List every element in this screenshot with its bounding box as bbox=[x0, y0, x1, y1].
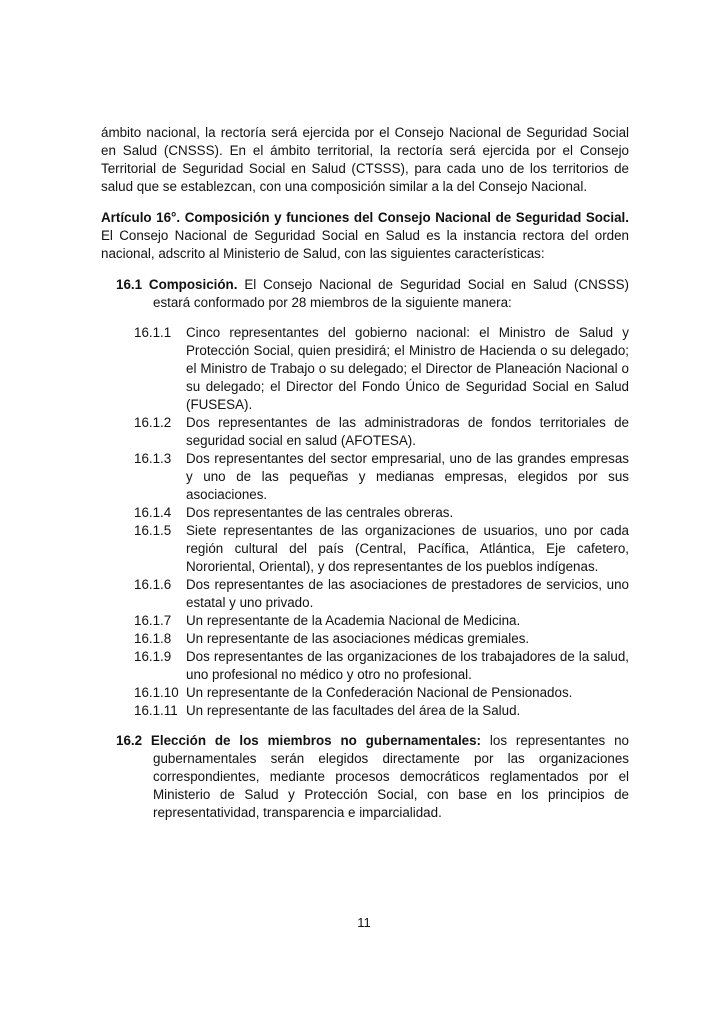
list-item bbox=[134, 522, 629, 576]
list-item bbox=[134, 324, 629, 414]
section-16-2 bbox=[116, 732, 629, 822]
list-item bbox=[134, 702, 629, 720]
list-item-text: Un representante de la Academia Nacional de Medicina. bbox=[186, 613, 521, 628]
list-item-number: 16.1.6 bbox=[134, 577, 172, 592]
list-item-number: 16.1.1 bbox=[134, 325, 172, 340]
list-item-text: Siete representantes de las organizaciones de usuarios, uno por cada región cultural del país (Central, Pacífica, Atlántica, Eje cafetero, Nororiental, Oriental), y dos representantes de los pueblos indígenas. bbox=[186, 523, 629, 574]
section-16-2-body: los representantes no gubernamentales serán elegidos directamente por las organizaciones correspondientes, mediante procesos democráticos reglamentados por el Ministerio de Salud y Protección Social, con base en los principios de representatividad, transparencia e imparcialidad. bbox=[153, 733, 629, 820]
list-item-text: Un representante de las facultades del área de la Salud. bbox=[186, 703, 521, 718]
member-list bbox=[101, 324, 629, 720]
list-item-number: 16.1.4 bbox=[134, 505, 172, 520]
list-item-text: Dos representantes del sector empresarial, uno de las grandes empresas y uno de las pequeñas y medianas empresas, elegidos por sus asociaciones. bbox=[186, 451, 629, 502]
list-item bbox=[134, 576, 629, 612]
list-item-number: 16.1.10 bbox=[134, 685, 179, 700]
intro-paragraph: ámbito nacional, la rectoría será ejercida por el Consejo Nacional de Seguridad Social en Salud (CNSSS). En el ámbito territorial, la rectoría será ejercida por el Consejo Territorial de Seguridad Social en Salud (CTSSS), para cada uno de los territorios de salud que se establezcan, con una composición similar a la del Consejo Nacional. bbox=[101, 125, 629, 194]
list-item-number: 16.1.7 bbox=[134, 613, 172, 628]
list-item bbox=[134, 414, 629, 450]
list-item-text: Un representante de la Confederación Nacional de Pensionados. bbox=[186, 685, 573, 700]
list-item bbox=[134, 450, 629, 504]
list-item bbox=[134, 612, 629, 630]
list-item bbox=[134, 504, 629, 522]
list-item-text: Dos representantes de las centrales obreras. bbox=[186, 505, 454, 520]
page-number: 11 bbox=[357, 915, 371, 930]
document-page bbox=[101, 124, 629, 822]
list-item-text: Cinco representantes del gobierno nacional: el Ministro de Salud y Protección Social, quien presidirá; el Ministro de Hacienda o su delegado; el Ministro de Trabajo o su delegado; el Director de Planeación Nacional o su delegado; el Director del Fondo Único de Seguridad Social en Salud (FUSESA). bbox=[186, 325, 629, 412]
list-item bbox=[134, 684, 629, 702]
list-item-number: 16.1.8 bbox=[134, 631, 172, 646]
list-item-text: Dos representantes de las asociaciones de prestadores de servicios, uno estatal y uno privado. bbox=[186, 577, 629, 610]
list-item bbox=[134, 648, 629, 684]
list-item-number: 16.1.11 bbox=[134, 703, 178, 718]
section-16-1-body: El Consejo Nacional de Seguridad Social en Salud (CNSSS) estará conformado por 28 miembros de la siguiente manera: bbox=[153, 277, 630, 310]
section-16-1 bbox=[116, 276, 629, 312]
list-item-text: Dos representantes de las organizaciones de los trabajadores de la salud, uno profesional no médico y otro no profesional. bbox=[186, 649, 629, 682]
article-16-body: El Consejo Nacional de Seguridad Social en Salud es la instancia rectora del orden nacional, adscrito al Ministerio de Salud, con las siguientes características: bbox=[101, 228, 629, 261]
list-item-number: 16.1.5 bbox=[134, 523, 172, 538]
section-16-1-heading: 16.1 Composición. bbox=[116, 277, 238, 292]
list-item-text: Dos representantes de las administradoras de fondos territoriales de seguridad social en salud (AFOTESA). bbox=[186, 415, 629, 448]
section-16-2-heading: 16.2 Elección de los miembros no gubernamentales: bbox=[116, 733, 482, 748]
article-16-heading: Artículo 16°. Composición y funciones del Consejo Nacional de Seguridad Social. bbox=[101, 210, 629, 225]
list-item bbox=[134, 630, 629, 648]
article-16-paragraph bbox=[101, 209, 629, 263]
list-item-number: 16.1.2 bbox=[134, 415, 172, 430]
list-item-number: 16.1.3 bbox=[134, 451, 172, 466]
list-item-number: 16.1.9 bbox=[134, 649, 172, 664]
list-item-text: Un representante de las asociaciones médicas gremiales. bbox=[186, 631, 530, 646]
